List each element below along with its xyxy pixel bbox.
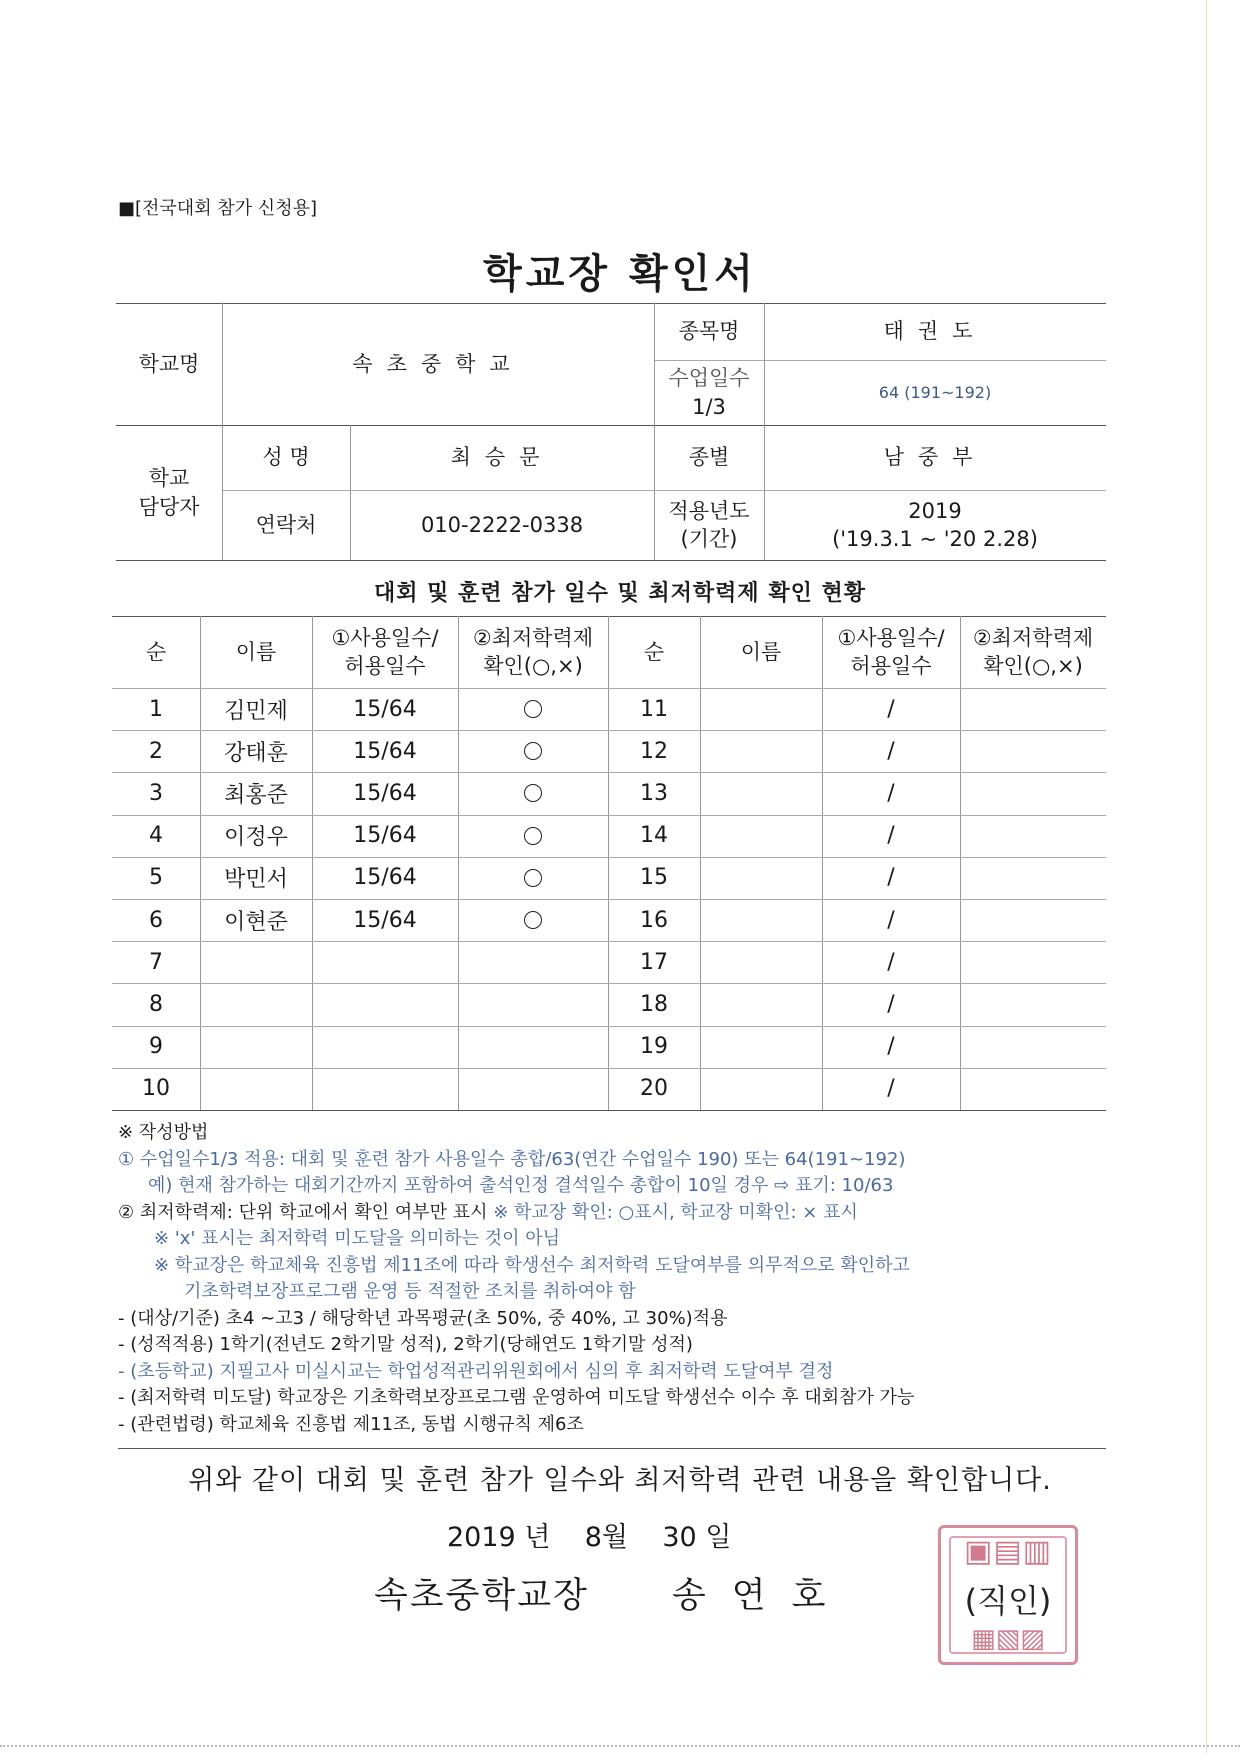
row-number-left: 6 <box>149 907 163 933</box>
seal-bottom-glyphs: ▦▧▨ <box>971 1624 1045 1654</box>
athlete-name-left: 이정우 <box>224 825 288 851</box>
confirmed-circle-icon <box>524 869 542 887</box>
athlete-name-left: 박민서 <box>224 867 288 893</box>
writing-instructions <box>118 1120 1118 1438</box>
used-days-right: / <box>887 949 895 975</box>
scan-bottom-edge <box>0 1745 1240 1747</box>
contact-label: 연락처 <box>255 512 317 537</box>
header-name-left: 이름 <box>235 639 277 664</box>
category-label: 종별 <box>688 445 730 470</box>
name-label: 성 명 <box>262 445 310 470</box>
header-days-left: ①사용일수/ 허용일수 <box>331 625 439 678</box>
athlete-name-left <box>200 941 312 983</box>
note-line: - (성적적용) 1학기(전년도 2학기말 성적), 2학기(당해연도 1학기말 성적) <box>118 1334 693 1355</box>
academic-check-left <box>458 688 608 730</box>
academic-check-left <box>458 1026 608 1068</box>
athlete-name-left <box>200 983 312 1025</box>
athlete-name-left <box>200 1068 312 1110</box>
athlete-name-right <box>700 730 822 772</box>
academic-check-right <box>960 772 1106 814</box>
header-no-right: 순 <box>643 639 665 664</box>
section-title: 대회 및 훈련 참가 일수 및 최저학력제 확인 현황 <box>373 581 867 606</box>
header-check-left: ②최저학력제 확인(○,×) <box>472 625 594 678</box>
seal-label: (직인) <box>964 1582 1052 1620</box>
category-value: 남중부 <box>883 445 987 470</box>
athlete-name-left: 김민제 <box>224 698 288 724</box>
signer-title: 속초중학교장 <box>374 1576 589 1616</box>
official-seal-stamp <box>938 1525 1078 1665</box>
header-no-left: 순 <box>145 639 167 664</box>
academic-check-left <box>458 857 608 899</box>
used-days-right: / <box>887 738 895 764</box>
row-number-left: 7 <box>149 949 163 975</box>
athlete-name-right <box>700 815 822 857</box>
athlete-name-right <box>700 1026 822 1068</box>
apply-year-label: 적용년도 (기간) <box>668 498 750 551</box>
notes-heading: ※ 작성방법 <box>118 1122 209 1143</box>
note-line: - (대상/기준) 초4 ~고3 / 해당학년 과목평균(초 50%, 중 40%, 고 30%)적용 <box>118 1307 728 1329</box>
used-days-left <box>312 1068 458 1110</box>
used-days-left <box>312 941 458 983</box>
used-days-right: / <box>887 991 895 1017</box>
confirmed-circle-icon <box>524 742 542 760</box>
athlete-name-right <box>700 983 822 1025</box>
signer-name: 송연호 <box>672 1576 852 1616</box>
note-line: ② 최저학력제: 단위 학교에서 확인 여부만 표시 ※ 학교장 확인: ○표시, 학교장 미확인: × 표시 <box>118 1201 858 1223</box>
page-margin-line <box>1206 0 1207 1753</box>
athlete-name-right <box>700 688 822 730</box>
athlete-name-left: 강태훈 <box>224 740 288 766</box>
used-days-left: 15/64 <box>353 865 417 891</box>
academic-check-right <box>960 1068 1106 1110</box>
academic-check-left <box>458 941 608 983</box>
academic-check-right <box>960 899 1106 941</box>
note-line: - (초등학교) 지필고사 미실시교는 학업성적관리위원회에서 심의 후 최저학력 도달여부 결정 <box>118 1360 834 1382</box>
academic-check-right <box>960 1026 1106 1068</box>
academic-check-right <box>960 857 1106 899</box>
academic-check-right <box>960 688 1106 730</box>
class-days-value: 64 (191~192) <box>878 382 992 402</box>
academic-check-right <box>960 983 1106 1025</box>
name-value: 최승문 <box>450 445 554 470</box>
row-number-left: 3 <box>149 780 163 806</box>
apply-year-value: 2019 ('19.3.1 ~ '20 2.28) <box>832 498 1038 551</box>
document-title: 학교장 확인서 <box>483 251 757 297</box>
row-number-right: 14 <box>640 823 668 849</box>
used-days-right: / <box>887 696 895 722</box>
academic-check-left <box>458 730 608 772</box>
header-check-right: ②최저학력제 확인(○,×) <box>972 625 1094 678</box>
used-days-left: 15/64 <box>353 738 417 764</box>
note-line: 예) 현재 참가하는 대회기간까지 포함하여 출석인정 결석일수 총합이 10일 경우 ⇨ 표기: 10/63 <box>148 1175 894 1196</box>
athlete-name-right <box>700 941 822 983</box>
note-line: ※ 'x' 표시는 최저학력 미도달을 의미하는 것이 아님 <box>154 1228 561 1249</box>
note-line: ※ 학교장은 학교체육 진흥법 제11조에 따라 학생선수 최저학력 도달여부를 의무적으로 확인하고 <box>154 1254 910 1276</box>
academic-check-right <box>960 815 1106 857</box>
note-line: - (관련법령) 학교체육 진흥법 제11조, 동법 시행규칙 제6조 <box>118 1413 584 1435</box>
athlete-name-right <box>700 857 822 899</box>
note-line: 기초학력보장프로그램 운영 등 적절한 조치를 취하여야 함 <box>184 1281 636 1302</box>
confirmed-circle-icon <box>524 784 542 802</box>
row-number-left: 10 <box>142 1076 170 1102</box>
used-days-left: 15/64 <box>353 907 417 933</box>
academic-check-left <box>458 772 608 814</box>
row-number-left: 5 <box>149 865 163 891</box>
used-days-right: / <box>887 1034 895 1060</box>
note-line: ① 수업일수1/3 적용: 대회 및 훈련 참가 사용일수 총합/63(연간 수업일수 190) 또는 64(191~192) <box>118 1148 906 1170</box>
row-number-left: 2 <box>149 738 163 764</box>
athlete-name-right <box>700 899 822 941</box>
event-value: 태권도 <box>883 319 987 344</box>
academic-check-right <box>960 730 1106 772</box>
used-days-right: / <box>887 780 895 806</box>
issue-date: 2019 년 8월 30 일 <box>447 1522 732 1553</box>
note-line: - (최저학력 미도달) 학교장은 기초학력보장프로그램 운영하여 미도달 학생선수 이수 후 대회참가 가능 <box>118 1387 915 1408</box>
academic-check-left <box>458 1068 608 1110</box>
athlete-name-right <box>700 772 822 814</box>
confirmation-statement: 위와 같이 대회 및 훈련 참가 일수와 최저학력 관련 내용을 확인합니다. <box>188 1465 1052 1496</box>
academic-check-left <box>458 815 608 857</box>
athlete-name-left <box>200 1026 312 1068</box>
row-number-right: 18 <box>640 991 668 1017</box>
row-number-left: 4 <box>149 823 163 849</box>
contact-value: 010-2222-0338 <box>420 512 584 537</box>
athlete-name-right <box>700 1068 822 1110</box>
class-days-label: 수업일수 1/3 <box>668 366 750 419</box>
row-number-right: 12 <box>640 738 668 764</box>
row-number-right: 13 <box>640 780 668 806</box>
row-number-left: 9 <box>149 1034 163 1060</box>
used-days-left: 15/64 <box>353 780 417 806</box>
used-days-right: / <box>887 865 895 891</box>
confirmed-circle-icon <box>524 827 542 845</box>
confirmed-circle-icon <box>524 911 542 929</box>
form-type-label: ■[전국대회 참가 신청용] <box>118 198 317 219</box>
row-number-left: 1 <box>149 696 163 722</box>
school-name-label: 학교명 <box>138 351 200 376</box>
school-manager-label: 학교 담당자 <box>138 466 200 519</box>
row-number-right: 11 <box>640 696 668 722</box>
header-name-right: 이름 <box>740 639 782 664</box>
row-number-right: 20 <box>640 1076 668 1102</box>
used-days-left <box>312 983 458 1025</box>
used-days-left: 15/64 <box>353 696 417 722</box>
school-name-value: 속초중학교 <box>352 351 524 376</box>
row-number-right: 16 <box>640 907 668 933</box>
academic-check-left <box>458 983 608 1025</box>
row-number-right: 15 <box>640 865 668 891</box>
academic-check-left <box>458 899 608 941</box>
row-number-right: 17 <box>640 949 668 975</box>
used-days-left <box>312 1026 458 1068</box>
athlete-name-left: 최홍준 <box>224 782 288 808</box>
used-days-left: 15/64 <box>353 823 417 849</box>
used-days-right: / <box>887 907 895 933</box>
seal-top-glyphs: ▣▤▥ <box>963 1534 1053 1569</box>
used-days-right: / <box>887 823 895 849</box>
confirmed-circle-icon <box>524 700 542 718</box>
row-number-right: 19 <box>640 1034 668 1060</box>
athlete-name-left: 이현준 <box>224 909 288 935</box>
used-days-right: / <box>887 1076 895 1102</box>
row-number-left: 8 <box>149 991 163 1017</box>
header-days-right: ①사용일수/ 허용일수 <box>837 625 945 678</box>
event-label: 종목명 <box>678 319 740 344</box>
academic-check-right <box>960 941 1106 983</box>
